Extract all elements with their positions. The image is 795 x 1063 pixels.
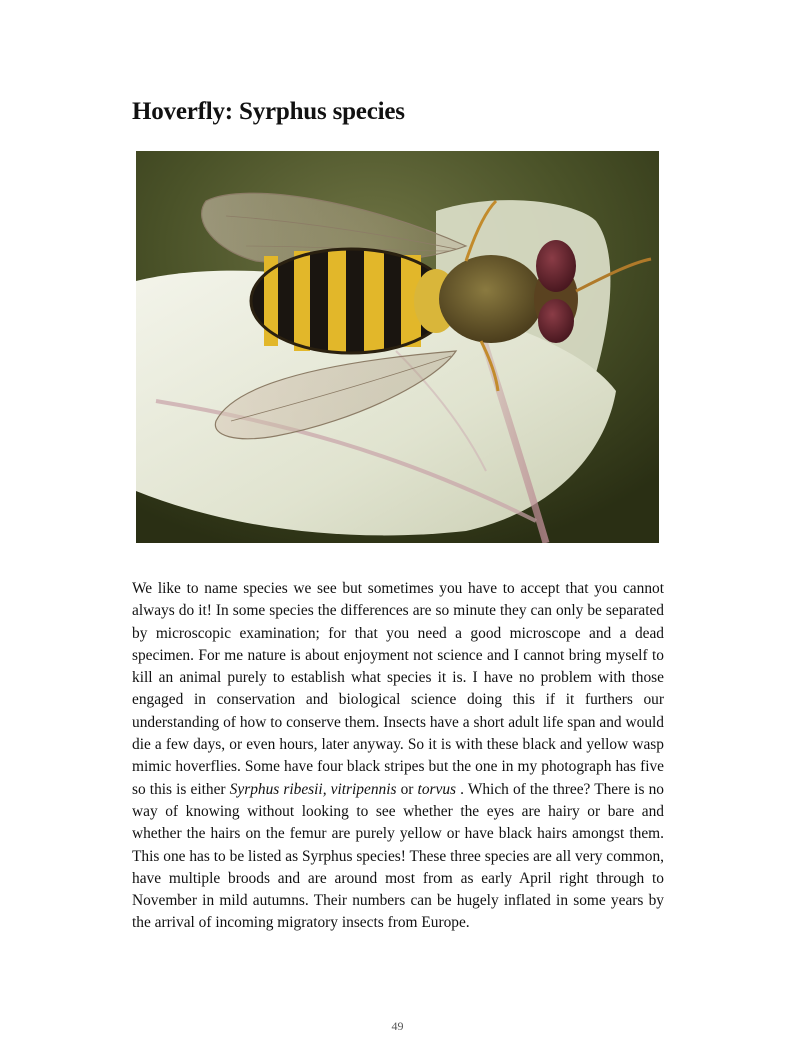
species-names-italic: Syrphus ribesii, vitripennis: [229, 780, 397, 798]
species-name-torvus: torvus: [417, 780, 457, 798]
body-text-or: or: [396, 780, 418, 798]
body-text-part-1: We like to name species we see but sometimes you have to accept that you cannot always do it! In some species the differences are so minute they can only be separated by microscopic examination; for that you need a good microscope and a dead specimen. For me nature is about enjoyment not science and I cannot bring myself to kill an animal purely to establish what species it is. I have no problem with those engaged in conservation and biological science doing this if it furthers our understanding of how to conserve them. Insects have a short adult life span and would die a few days, or even hours, later anyway. So it is with these black and yellow wasp mimic hoverflies. Some have four black stripes but the one in my photograph has five so this is either: [132, 580, 664, 798]
body-text-part-2: . Which of the three? There is no way of knowing without looking to see whether the eyes are hairy or bare and whether the hairs on the femur are purely yellow or have black hairs amongst them. This one has to be listed as Syrphus species! These three species are all very common, have multiple broods and are around most from as early April right through to November in mild autumns. Their numbers can be hugely inflated in some years by the arrival of incoming migratory insects from Europe.: [132, 780, 664, 932]
body-paragraph: [132, 578, 664, 935]
page-number: 49: [391, 1019, 404, 1033]
hoverfly-photo: [136, 151, 659, 543]
page-title: Hoverfly: Syrphus species: [132, 98, 405, 125]
